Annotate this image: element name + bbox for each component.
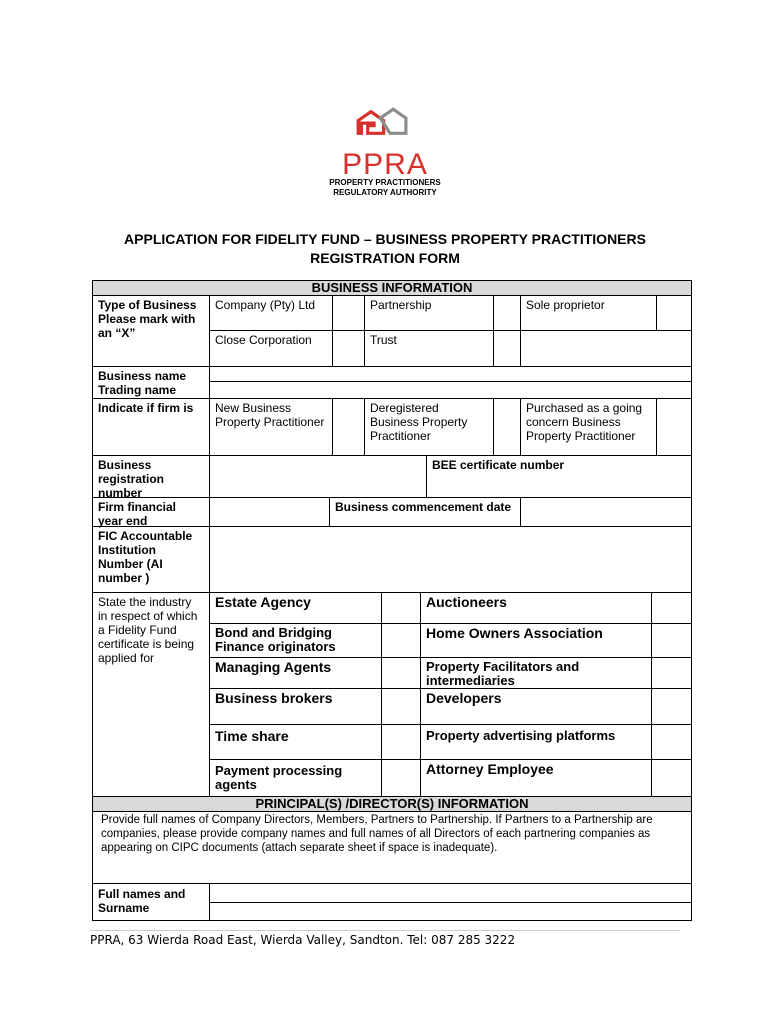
checkbox-deregistered[interactable] [493, 398, 521, 456]
checkbox-new-business[interactable] [332, 398, 365, 456]
full-names-label: Full names and Surname [92, 883, 210, 921]
firm-status-label: Indicate if firm is [92, 398, 210, 456]
checkbox-developers[interactable] [651, 688, 692, 725]
checkbox-managing-agents[interactable] [381, 657, 421, 689]
option-sole-proprietor: Sole proprietor [520, 295, 657, 331]
industry-estate-agency: Estate Agency [209, 592, 382, 624]
commencement-date-label: Business commencement date [329, 497, 521, 527]
industry-developers: Developers [420, 688, 652, 725]
fic-number-field[interactable] [209, 526, 692, 593]
financial-year-end-label: Firm financial year end [92, 497, 210, 527]
checkbox-auctioneers[interactable] [651, 592, 692, 624]
industry-payment-processing: Payment processing agents [209, 759, 382, 797]
industry-home-owners: Home Owners Association [420, 623, 652, 658]
checkbox-business-brokers[interactable] [381, 688, 421, 725]
full-names-field-1[interactable] [209, 883, 692, 903]
type-of-business-label: Type of Business Please mark with an “X” [92, 295, 210, 367]
industry-bond-bridging: Bond and Bridging Finance originators [209, 623, 382, 658]
checkbox-estate-agency[interactable] [381, 592, 421, 624]
option-company: Company (Pty) Ltd [209, 295, 333, 331]
form-title: APPLICATION FOR FIDELITY FUND – BUSINESS PROPERTY PRACTITIONERS REGISTRATION FORM [124, 231, 646, 266]
bee-certificate-label: BEE certificate number [426, 455, 692, 498]
industry-time-share: Time share [209, 724, 382, 760]
checkbox-partnership[interactable] [493, 295, 521, 331]
industry-business-brokers: Business brokers [209, 688, 382, 725]
checkbox-close-corporation[interactable] [332, 330, 365, 367]
checkbox-attorney-employee[interactable] [651, 759, 692, 797]
checkbox-payment-processing[interactable] [381, 759, 421, 797]
registration-number-field[interactable] [209, 455, 427, 498]
full-names-field-2[interactable] [209, 902, 692, 921]
empty-cell [520, 330, 692, 367]
business-info-header: BUSINESS INFORMATION [92, 280, 692, 296]
business-name-field[interactable] [209, 366, 692, 382]
industry-label: State the industry in respect of which a Fidelity Fund certificate is being applied for [92, 592, 210, 797]
industry-attorney-employee: Attorney Employee [420, 759, 652, 797]
industry-advertising-platforms: Property advertising platforms [420, 724, 652, 760]
industry-managing-agents: Managing Agents [209, 657, 382, 689]
logo-name: PPRA [342, 148, 428, 181]
option-trust: Trust [364, 330, 494, 367]
trading-name-field[interactable] [209, 381, 692, 399]
business-name-label: Business name Trading name [92, 366, 210, 399]
checkbox-time-share[interactable] [381, 724, 421, 760]
checkbox-home-owners[interactable] [651, 623, 692, 658]
option-purchased: Purchased as a going concern Business Property Practitioner [520, 398, 657, 456]
checkbox-sole-proprietor[interactable] [656, 295, 692, 331]
checkbox-advertising-platforms[interactable] [651, 724, 692, 760]
checkbox-purchased[interactable] [656, 398, 692, 456]
checkbox-company[interactable] [332, 295, 365, 331]
option-partnership: Partnership [364, 295, 494, 331]
checkbox-trust[interactable] [493, 330, 521, 367]
principals-header: PRINCIPAL(S) /DIRECTOR(S) INFORMATION [92, 796, 692, 812]
checkbox-property-facilitators[interactable] [651, 657, 692, 689]
footer-divider [90, 930, 680, 931]
logo-subtitle: PROPERTY PRACTITIONERS REGULATORY AUTHORITY [329, 178, 441, 197]
financial-year-end-field[interactable] [209, 497, 330, 527]
option-new-business: New Business Property Practitioner [209, 398, 333, 456]
principals-description: Provide full names of Company Directors, Members, Partners to Partnership. If Partners to a Partnership are companies, please provide company names and full names of all Directors of each partnering companies as appearing on CIPC documents (attach separate sheet if space is inadequate). [92, 811, 692, 884]
fic-number-label: FIC Accountable Institution Number (AI number ) [92, 526, 210, 593]
industry-auctioneers: Auctioneers [420, 592, 652, 624]
option-deregistered: Deregistered Business Property Practitioner [364, 398, 494, 456]
industry-property-facilitators: Property Facilitators and intermediaries [420, 657, 652, 689]
ppra-logo-icon [355, 100, 425, 145]
registration-number-label: Business registration number [92, 455, 210, 498]
option-close-corporation: Close Corporation [209, 330, 333, 367]
commencement-date-field[interactable] [520, 497, 692, 527]
footer-address: PPRA, 63 Wierda Road East, Wierda Valley, Sandton. Tel: 087 285 3222 [90, 933, 516, 947]
checkbox-bond-bridging[interactable] [381, 623, 421, 658]
